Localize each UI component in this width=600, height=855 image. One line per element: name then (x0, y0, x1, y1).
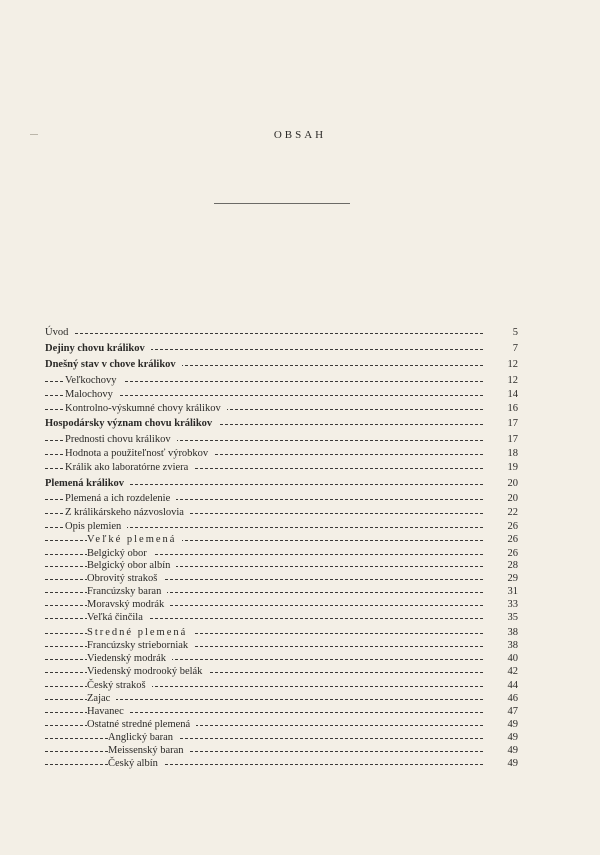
toc-entry-label: Plemená a ich rozdelenie (65, 492, 176, 506)
toc-entry (0, 692, 600, 706)
toc-entry (0, 402, 600, 416)
toc-entry-page-number: 49 (484, 731, 518, 745)
toc-entry-page-number: 31 (484, 585, 518, 599)
toc-entry-page-number: 20 (484, 492, 518, 506)
toc-entry-label: Veľkochovy (65, 374, 123, 388)
toc-entry-label: Hospodársky význam chovu králikov (45, 417, 218, 431)
toc-entry-page-number: 33 (484, 598, 518, 612)
toc-entry (0, 417, 600, 431)
toc-entry-label: Moravský modrák (87, 598, 170, 612)
toc-entry (0, 326, 600, 340)
toc-entry (0, 388, 600, 402)
toc-entry-label: Český albín (108, 757, 164, 771)
toc-entry (0, 679, 600, 693)
toc-entry (0, 477, 600, 491)
toc-entry (0, 598, 600, 612)
toc-entry-page-number: 12 (484, 374, 518, 388)
toc-entry-page-number: 18 (484, 447, 518, 461)
toc-entry-page-number: 19 (484, 461, 518, 475)
toc-entry (0, 744, 600, 758)
toc-entry-page-number: 17 (484, 417, 518, 431)
toc-entry (0, 731, 600, 745)
toc-entry (0, 639, 600, 653)
toc-entry-label: Francúzsky baran (87, 585, 167, 599)
toc-entry (0, 757, 600, 771)
toc-entry-label: Zajac (87, 692, 116, 706)
toc-entry (0, 533, 600, 547)
toc-entry (0, 626, 600, 640)
toc-entry (0, 559, 600, 573)
toc-entry-page-number: 7 (484, 342, 518, 356)
toc-entry-page-number: 49 (484, 744, 518, 758)
toc-entry-page-number: 14 (484, 388, 518, 402)
toc-entry-label: Veľké plemená (87, 533, 182, 547)
toc-entry-label: Dnešný stav v chove králikov (45, 358, 182, 372)
toc-entry (0, 447, 600, 461)
toc-entry-label: Malochovy (65, 388, 119, 402)
toc-entry-page-number: 26 (484, 520, 518, 534)
toc-entry-label: Hodnota a použiteľnosť výrobkov (65, 447, 214, 461)
toc-entry-page-number: 40 (484, 652, 518, 666)
toc-entry-label: Obrovitý strakoš (87, 572, 163, 586)
toc-entry-page-number: 17 (484, 433, 518, 447)
toc-entry-page-number: 28 (484, 559, 518, 573)
toc-entry-page-number: 26 (484, 547, 518, 561)
toc-entry-label: Stredné plemená (87, 626, 193, 640)
toc-entry (0, 718, 600, 732)
toc-entry-label: Meissenský baran (108, 744, 190, 758)
toc-entry-page-number: 16 (484, 402, 518, 416)
toc-entry-label: Belgický obor albín (87, 559, 176, 573)
toc-entry-label: Dejiny chovu králikov (45, 342, 151, 356)
title-divider (214, 203, 350, 204)
toc-entry (0, 572, 600, 586)
toc-entry-label: Ostatné stredné plemená (87, 718, 196, 732)
toc-entry (0, 652, 600, 666)
toc-entry-page-number: 5 (484, 326, 518, 340)
toc-entry-page-number: 12 (484, 358, 518, 372)
toc-entry-label: Anglický baran (108, 731, 179, 745)
toc-entry-label: Veľká činčila (87, 611, 149, 625)
toc-entry-label: Belgický obor (87, 547, 153, 561)
toc-entry-page-number: 29 (484, 572, 518, 586)
toc-entry-page-number: 20 (484, 477, 518, 491)
toc-entry (0, 358, 600, 372)
toc-entry-label: Prednosti chovu králikov (65, 433, 177, 447)
toc-entry-label: Králik ako laboratórne zviera (65, 461, 194, 475)
toc-entry-label: Havanec (87, 705, 130, 719)
toc-entry (0, 665, 600, 679)
toc-entry (0, 492, 600, 506)
toc-entry-page-number: 38 (484, 639, 518, 653)
toc-entry-label: Z králikárskeho názvoslovia (65, 506, 190, 520)
leader-dashes (45, 333, 518, 334)
toc-entry-label: Český strakoš (87, 679, 152, 693)
toc-entry-label: Viedenský modrooký belák (87, 665, 208, 679)
toc-entry (0, 611, 600, 625)
toc-entry-page-number: 44 (484, 679, 518, 693)
toc-entry-page-number: 49 (484, 718, 518, 732)
toc-entry-page-number: 47 (484, 705, 518, 719)
toc-entry (0, 520, 600, 534)
toc-entry (0, 374, 600, 388)
toc-entry-page-number: 46 (484, 692, 518, 706)
toc-entry-page-number: 38 (484, 626, 518, 640)
toc-entry (0, 506, 600, 520)
toc-entry (0, 705, 600, 719)
toc-entry-label: Plemená králikov (45, 477, 130, 491)
toc-entry-label: Kontrolno-výskumné chovy králikov (65, 402, 227, 416)
toc-entry-label: Francúzsky strieborniak (87, 639, 194, 653)
toc-entry-page-number: 35 (484, 611, 518, 625)
toc-entry-label: Úvod (45, 326, 74, 340)
page-title: OBSAH (273, 129, 327, 141)
toc-entry (0, 585, 600, 599)
toc-entry-label: Opis plemien (65, 520, 127, 534)
toc-entry-label: Viedenský modrák (87, 652, 172, 666)
toc-entry (0, 461, 600, 475)
toc-entry-page-number: 49 (484, 757, 518, 771)
toc-entry-page-number: 42 (484, 665, 518, 679)
toc-entry-page-number: 22 (484, 506, 518, 520)
toc-entry (0, 342, 600, 356)
toc-entry (0, 433, 600, 447)
toc-entry-page-number: 26 (484, 533, 518, 547)
